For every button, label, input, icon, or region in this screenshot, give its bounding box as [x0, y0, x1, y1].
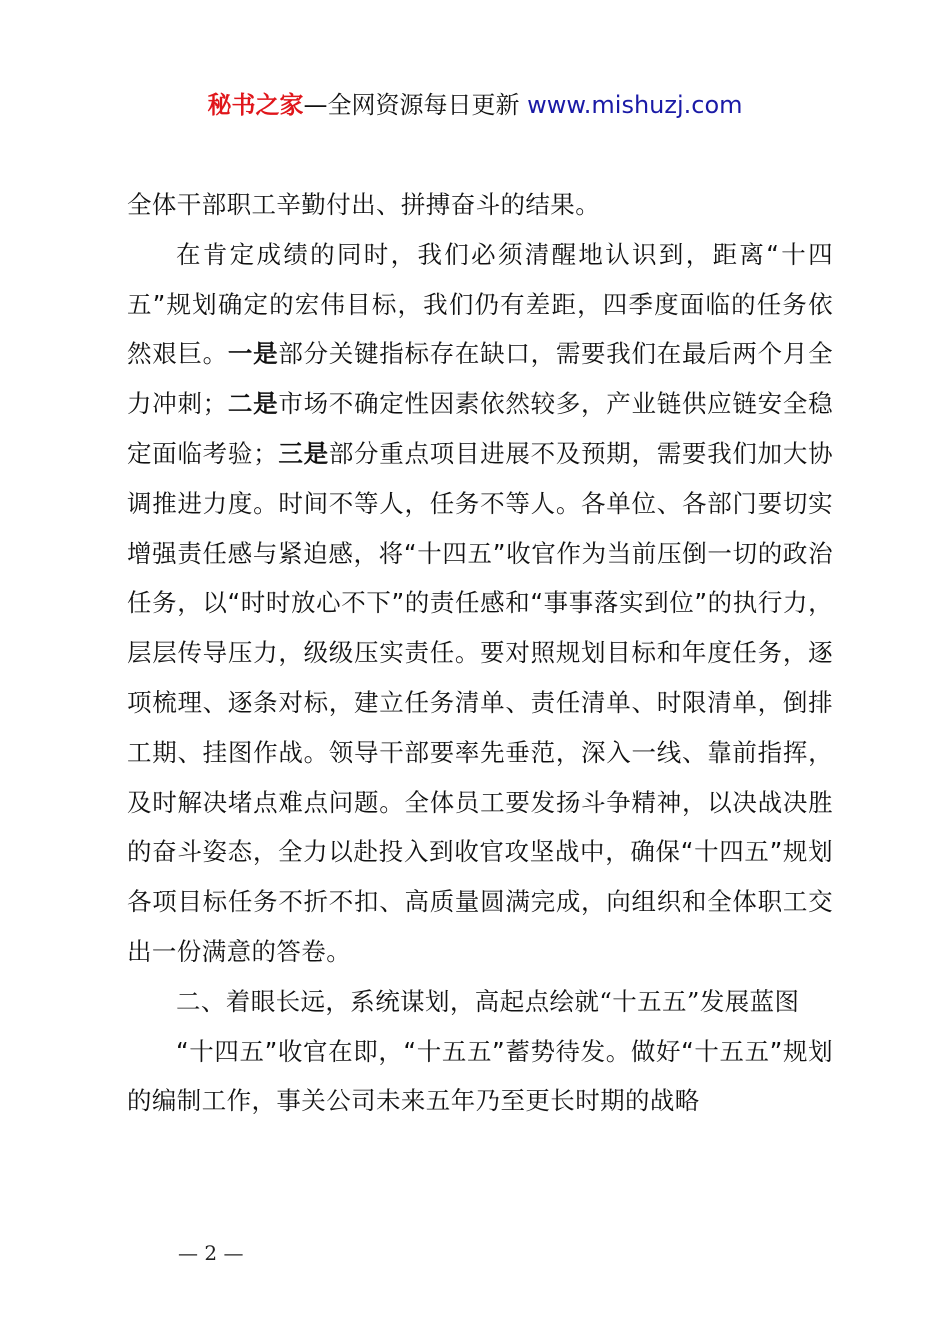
- page-number: — 2 —: [178, 1241, 244, 1265]
- paragraph-planning: “十四五”收官在即，“十五五”蓄势待发。做好“十五五”规划的编制工作，事关公司未来五年乃至更长时期的战略: [127, 1036, 833, 1116]
- paragraph-text: 部分关键指标存在缺口，需要我们在最后两个月全力冲刺；: [127, 339, 833, 419]
- site-header: [0, 88, 950, 122]
- section-heading: 二、着眼长远，系统谋划，高起点绘就“十五五”发展蓝图: [176, 986, 800, 1016]
- paragraph-text: 市场不确定性因素依然较多，产业链供应链安全稳定面临考验；: [127, 389, 833, 468]
- paragraph-text: 在肯定成绩的同时，我们必须清醒地认识到，距离“十四五”规划确定的宏伟目标，我们仍有差距，四季度面临的任务依然艰巨。: [127, 239, 833, 369]
- paragraph-text: 部分重点项目进展不及预期，需要我们加大协调推进力度。时间不等人，任务不等人。各单位、各部门要切实增强责任感与紧迫感，将“十四五”收官作为当前压倒一切的政治任务，以“时时放心不下”的责任感和“事事落实到位”的执行力，层层传导压力，级级压实责任。要对照规划目标和年度任务，逐项梳理、逐条对标，建立任务清单、责任清单、时限清单，倒排工期、挂图作战。领导干部要率先垂范，深入一线、靠前指挥，及时解决堵点难点问题。全体员工要发扬斗争精神，以决战决胜的奋斗姿态，全力以赴投入到收官攻坚战中，确保“十四五”规划各项目标任务不折不扣、高质量圆满完成，向组织和全体职工交出一份满意的答卷。: [127, 438, 833, 966]
- document-body: [127, 180, 833, 1126]
- point-three-label: 三是: [278, 438, 329, 468]
- paragraph-continuation: 全体干部职工辛勤付出、拼搏奋斗的结果。: [127, 190, 601, 219]
- point-one-label: 一是: [227, 339, 279, 369]
- point-two-label: 二是: [227, 389, 279, 419]
- paragraph-challenges: [127, 230, 833, 977]
- site-url-link[interactable]: www.mishuzj.com: [527, 91, 743, 119]
- header-tagline: —全网资源每日更新: [303, 91, 528, 119]
- brand-name: 秘书之家: [207, 91, 304, 119]
